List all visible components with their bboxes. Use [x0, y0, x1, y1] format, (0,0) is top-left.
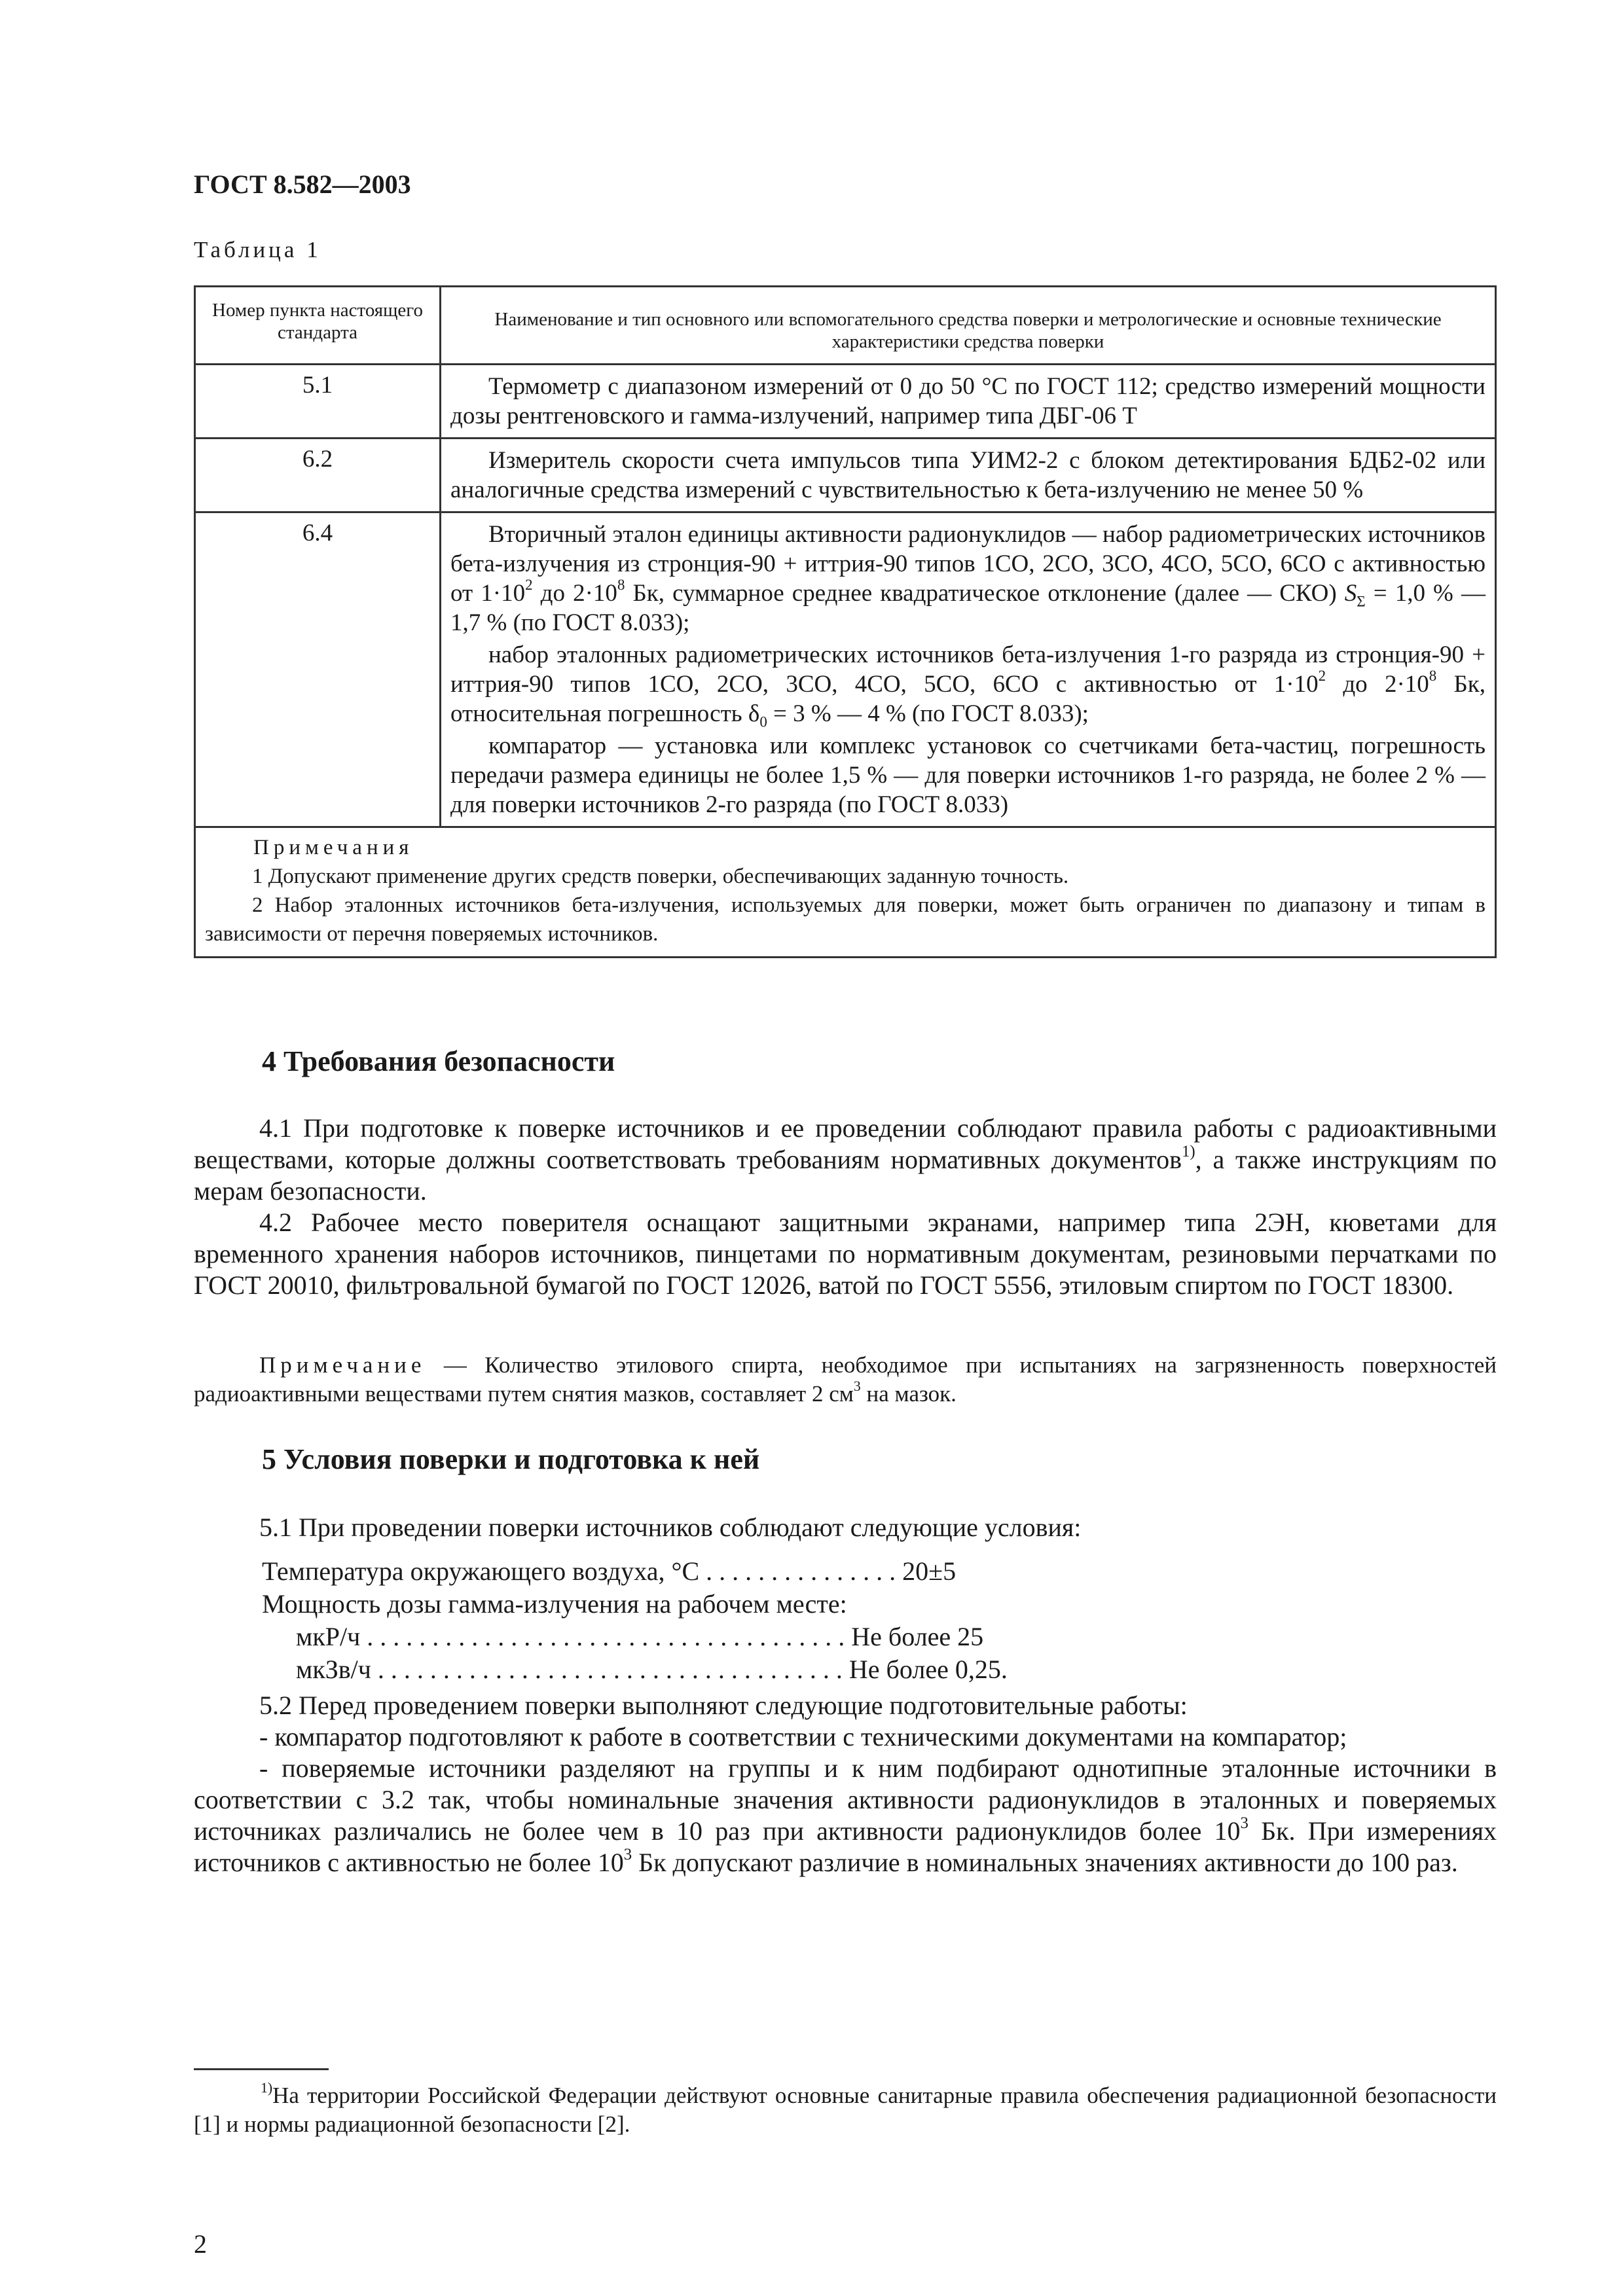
clause-number: 6.4 — [195, 512, 441, 827]
condition-temperature: Температура окружающего воздуха, °С . . . . . . . . . . . . . . . 20±5 — [262, 1556, 957, 1586]
paragraph-5-1: 5.1 При проведении поверки источников соблюдают следующие условия: — [259, 1513, 1082, 1542]
footnote-ref: 1) — [1182, 1142, 1195, 1160]
comparator-text: компаратор — установка или комплекс установок со счетчиками бета-частиц, погрешность передачи размера единицы не более 1,5 % — для поверки источников 1-го разряда, не более 2 % — для поверки источников 2-го разряда (по ГОСТ 8.033) — [450, 732, 1486, 818]
note-2: 2 Набор эталонных источников бета-излучения, используемых для поверки, может быть ограничен по диапазону и типам в зависимости от перечня поверяемых источников. — [205, 893, 1486, 946]
paragraph-grouping: - поверяемые источники разделяют на группы и к ним подбирают однотипные эталонные источники в соответствии с 3.2 так, чтобы номинальные значения активности радионуклидов в эталонных и поверяемых источниках различались не более чем в 10 раз при активности радионуклидов более $10^3$ Бк. При измерениях источников с активностью не более $10^3$ Бк допускают различие в номинальных значениях активности до 100 раз. — [194, 1753, 1497, 1877]
paragraph-4-1: 4.1 При подготовке к поверке источников и ее проведении соблюдают правила работы с радиоактивными веществами, которые должны соответствовать требованиям нормативных документов$^{1)}$, а также инструкциям по мерам безопасности. — [194, 1113, 1497, 1206]
section-4-body — [194, 1113, 1497, 1301]
table-caption: Таблица 1 — [194, 237, 321, 262]
table-row — [195, 439, 1496, 512]
note-1: 1 Допускают применение других средств поверки, обеспечивающих заданную точность. — [252, 865, 1069, 888]
condition-dose-mkr: мкР/ч . . . . . . . . . . . . . . . . . . . . . . . . . . . . . . . . . . . . . Не более 25 — [296, 1622, 984, 1651]
page-number: 2 — [194, 2229, 207, 2259]
section-5-title: 5 Условия поверки и подготовка к ней — [262, 1443, 760, 1475]
section-4-note: Примечание — Количество этилового спирта, необходимое при испытаниях на загрязненность поверхностей радиоактивными веществами путем снятия мазков, составляет 2 $см^3$ на мазок. — [194, 1352, 1497, 1407]
column-header-description: Наименование и тип основного или вспомогательного средства поверки и метрологические и основные технические характеристики средства поверки — [441, 287, 1496, 365]
equipment-table — [194, 285, 1497, 958]
secondary-standard-text: Вторичный эталон единицы активности радионуклидов — набор радиометрических источников бета-излучения из стронция-90 + иттрия-90 типов 1СО, 2СО, 3СО, 4СО, 5СО, 6СО с активностью от $1\cdot 10^2$ до $2\cdot 10^8$ Бк, суммарное среднее квадратическое отклонение (далее — СКО) $S_\Sigma = 1,0$ % — 1,7 % (по ГОСТ 8.033); — [450, 521, 1486, 636]
paragraph-5-2: 5.2 Перед проведением поверки выполняют следующие подготовительные работы: — [259, 1691, 1188, 1720]
table-notes — [195, 827, 1496, 958]
table-row — [195, 512, 1496, 827]
table-row — [195, 365, 1496, 439]
notes-title: Примечания — [253, 836, 414, 859]
reference-set-text: набор эталонных радиометрических источников бета-излучения 1-го разряда из стронция-90 + иттрия-90 типов 1СО, 2СО, 3СО, 4СО, 5СО, 6СО с активностью от $1\cdot 10^2$ до $2\cdot 10^8$ Бк, относительная погрешность $\delta_0 = 3$ % — 4 % (по ГОСТ 8.033); — [450, 641, 1486, 730]
section-4-title: 4 Требования безопасности — [262, 1045, 615, 1077]
column-header-number: Номер пункта настоящего стандарта — [195, 287, 441, 365]
section-5-2-body — [194, 1690, 1497, 1878]
footnote: $^{1)}$На территории Российской Федерации действуют основные санитарные правила обеспечения радиационной безопасности [1] и нормы радиационной безопасности [2]. — [194, 2080, 1497, 2137]
clause-number: 5.1 — [195, 365, 441, 439]
equipment-description: Измеритель скорости счета импульсов типа УИМ2-2 с блоком детектирования БДБ2-02 или аналогичные средства измерений с чувствительностью к бета-излучению не менее 50 % — [441, 439, 1496, 512]
paragraph-4-2: 4.2 Рабочее место поверителя оснащают защитными экранами, например типа 2ЭН, кюветами для временного хранения наборов источников, пинцетами по нормативным документам, резиновыми перчатками по ГОСТ 20010, фильтровальной бумагой по ГОСТ 12026, ватой по ГОСТ 5556, этиловым спиртом по ГОСТ 18300. — [194, 1208, 1497, 1300]
document-code: ГОСТ 8.582—2003 — [194, 170, 411, 199]
clause-number: 6.2 — [195, 439, 441, 512]
condition-dose-rate-heading: Мощность дозы гамма-излучения на рабочем месте: — [262, 1589, 847, 1619]
equipment-description — [441, 512, 1496, 827]
paragraph-comparator: - компаратор подготовляют к работе в соответствии с техническими документами на компаратор; — [259, 1722, 1347, 1751]
footnote-separator — [194, 2068, 329, 2070]
equipment-description: Термометр с диапазоном измерений от 0 до 50 °С по ГОСТ 112; средство измерений мощности дозы рентгеновского и гамма-излучений, например типа ДБГ-06 Т — [441, 365, 1496, 439]
table-header-row — [195, 287, 1496, 365]
condition-dose-mkzv: мкЗв/ч . . . . . . . . . . . . . . . . . . . . . . . . . . . . . . . . . . . . Не более 0,25. — [296, 1655, 1008, 1684]
table-notes-row — [195, 827, 1496, 958]
